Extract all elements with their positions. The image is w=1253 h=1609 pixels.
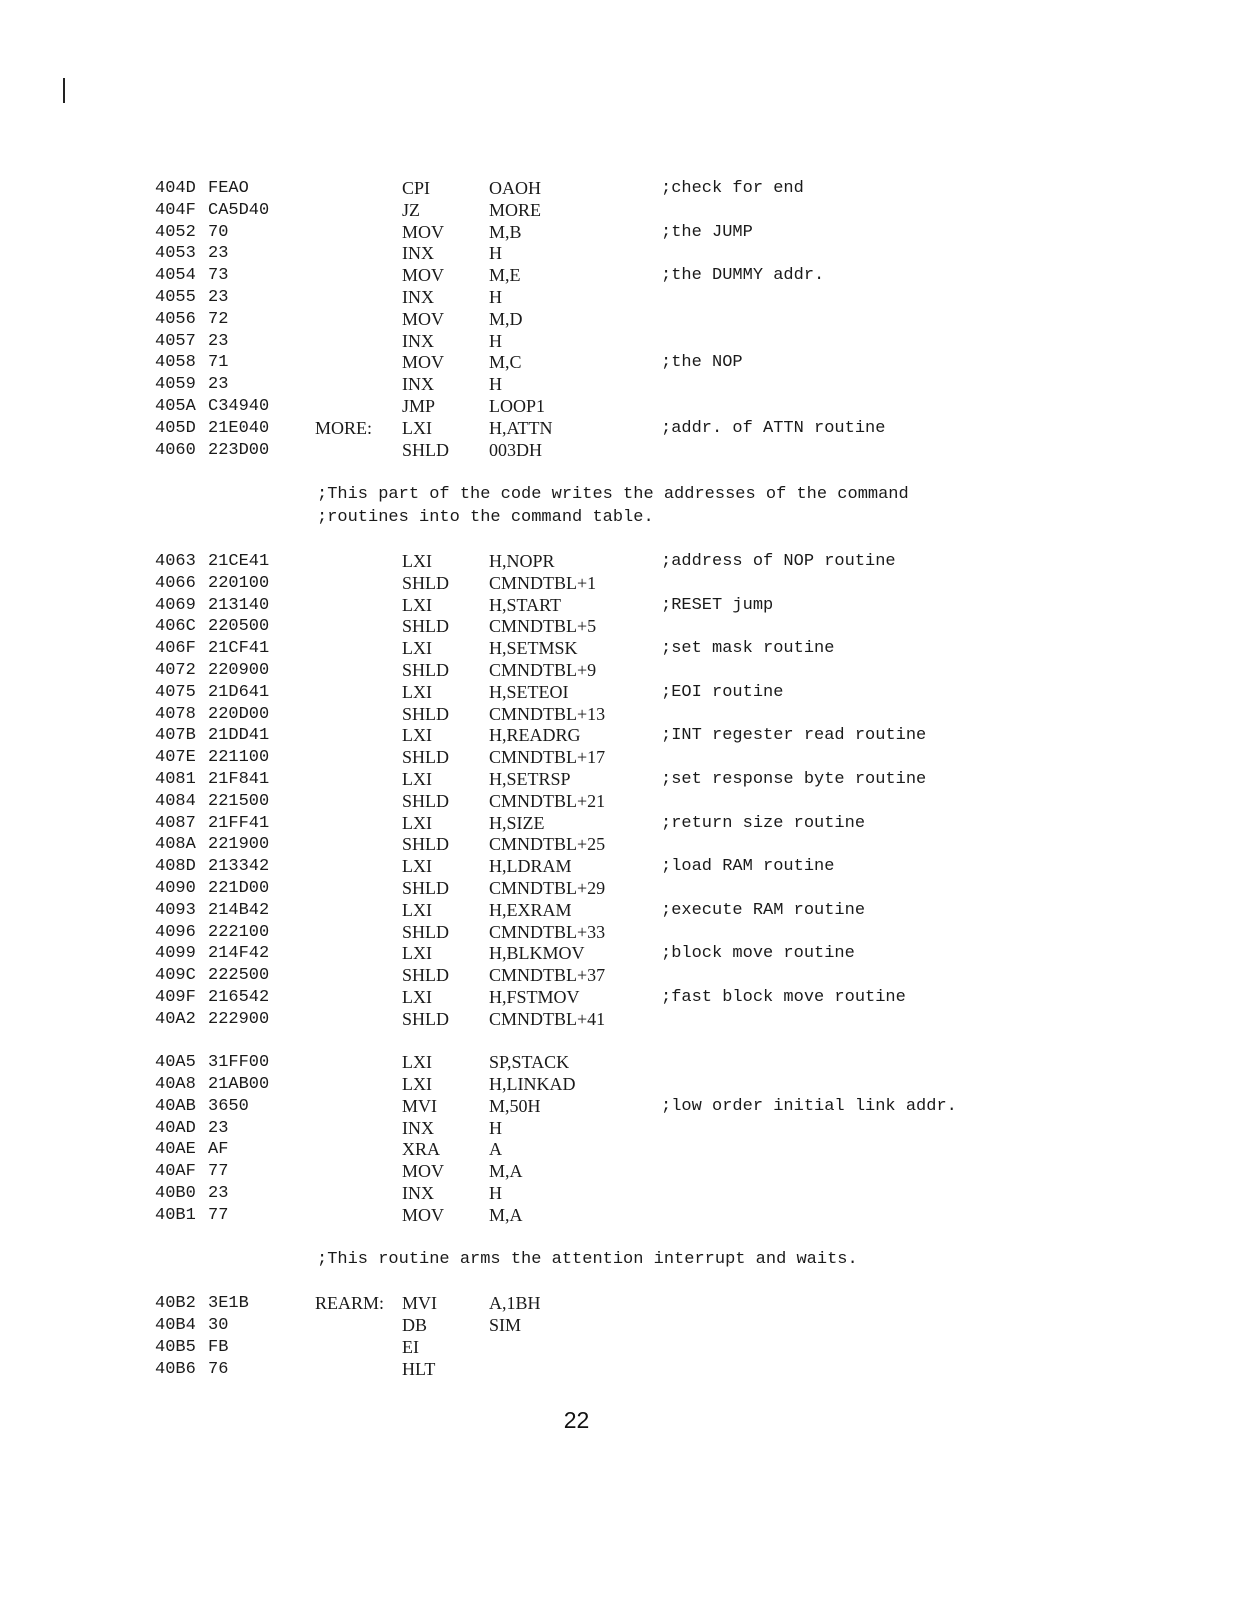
machine-code: 220500 [208,617,270,637]
operand: CMNDTBL+37 [489,965,606,986]
machine-code: 23 [208,1118,229,1138]
machine-code: 23 [208,287,229,307]
machine-code: 220900 [208,660,270,680]
machine-code: 21CF41 [208,639,270,659]
code-line [155,1096,1215,1118]
mnemonic: SHLD [402,659,450,680]
operand: A [489,1139,502,1160]
code-line [155,573,1215,595]
operand: SIM [489,1315,522,1336]
label: REARM: [315,1293,385,1314]
machine-code: 21AB00 [208,1075,270,1095]
operand: M,E [489,265,521,286]
code-line [155,813,1215,835]
comment: ;execute RAM routine [661,900,866,920]
mnemonic: MVI [402,1095,437,1116]
machine-code: 23 [208,331,229,351]
comment: ;load RAM routine [661,857,835,877]
comment: ;address of NOP routine [661,551,896,571]
address: 40AF [155,1162,196,1182]
mnemonic: LXI [402,856,432,877]
operand: H [489,286,502,307]
mnemonic: LXI [402,899,432,920]
margin-bar [63,78,65,103]
operand: H,READRG [489,725,581,746]
mnemonic: MOV [402,265,445,286]
mnemonic: LXI [402,681,432,702]
machine-code: AF [208,1140,229,1160]
mnemonic: INX [402,1183,434,1204]
mnemonic: INX [402,1117,434,1138]
code-line [155,243,1215,265]
comment: ;block move routine [661,944,855,964]
address: 408D [155,857,196,877]
address: 40A8 [155,1075,196,1095]
operand: H,SETRSP [489,768,571,789]
machine-code: 221100 [208,748,270,768]
comment: ;set response byte routine [661,769,927,789]
machine-code: 70 [208,222,229,242]
mnemonic: SHLD [402,790,450,811]
address: 4063 [155,551,196,571]
operand: H [489,1117,502,1138]
code-block-1 [155,178,1215,461]
address: 406F [155,639,196,659]
mnemonic: LXI [402,812,432,833]
operand: H,NOPR [489,550,555,571]
operand: CMNDTBL+9 [489,659,597,680]
operand: M,B [489,221,522,242]
operand: 003DH [489,439,542,460]
mnemonic: XRA [402,1139,441,1160]
operand: M,A [489,1204,523,1225]
address: 4057 [155,331,196,351]
address: 404F [155,200,196,220]
operand: H,SETEOI [489,681,569,702]
address: 40AD [155,1118,196,1138]
comment: ;INT regester read routine [661,726,927,746]
comment: ;return size routine [661,813,866,833]
operand: CMNDTBL+1 [489,572,597,593]
code-line [155,638,1215,660]
mnemonic: LXI [402,1074,432,1095]
operand: CMNDTBL+13 [489,703,606,724]
address: 407E [155,748,196,768]
machine-code: 213342 [208,857,270,877]
section-comment-2 [317,1248,1215,1271]
code-line [155,660,1215,682]
machine-code: 221D00 [208,878,270,898]
machine-code: FEAO [208,179,249,198]
address: 4072 [155,660,196,680]
code-line [155,374,1215,396]
mnemonic: CPI [402,178,431,198]
operand: H,ATTN [489,417,553,438]
mnemonic: SHLD [402,921,450,942]
code-line [155,1315,1215,1337]
operand: H,EXRAM [489,899,572,920]
comment: ;low order initial link addr. [661,1096,957,1116]
operand: CMNDTBL+41 [489,1008,606,1029]
label: MORE: [315,417,373,438]
code-line [155,331,1215,353]
comment-line: ;routines into the command table. [317,508,654,528]
address: 4060 [155,440,196,460]
mnemonic: INX [402,330,434,351]
address: 40AB [155,1096,196,1116]
code-line [155,418,1215,440]
mnemonic: LXI [402,943,432,964]
machine-code: 30 [208,1316,229,1336]
mnemonic: SHLD [402,439,450,460]
machine-code: 221900 [208,835,270,855]
machine-code: 72 [208,309,229,329]
mnemonic: SHLD [402,877,450,898]
machine-code: CA5D40 [208,200,270,220]
code-line [155,595,1215,617]
address: 4087 [155,813,196,833]
address: 4084 [155,791,196,811]
operand: M,C [489,352,522,373]
code-line [155,987,1215,1009]
machine-code: 23 [208,1184,229,1204]
code-line [155,200,1215,222]
operand: H [489,243,502,264]
mnemonic: LXI [402,417,432,438]
address: 4075 [155,682,196,702]
mnemonic: JMP [402,395,436,416]
operand: M,A [489,1161,523,1182]
machine-code: 214B42 [208,900,270,920]
mnemonic: MVI [402,1293,437,1314]
code-line [155,878,1215,900]
machine-code: 220D00 [208,704,270,724]
machine-code: 21CE41 [208,551,270,571]
code-line [155,769,1215,791]
code-line [155,287,1215,309]
code-line [155,616,1215,638]
address: 409C [155,966,196,986]
operand: H,SIZE [489,812,545,833]
comment: ;check for end [661,179,804,198]
operand: CMNDTBL+29 [489,877,606,898]
mnemonic: LXI [402,768,432,789]
code-line [155,791,1215,813]
address: 40A5 [155,1053,196,1073]
address: 40B5 [155,1337,196,1357]
code-line [155,551,1215,573]
section-comment-1 [317,483,1215,529]
comment: ;fast block move routine [661,987,906,1007]
operand: CMNDTBL+17 [489,747,606,768]
address: 4096 [155,922,196,942]
operand: H,SETMSK [489,638,578,659]
code-line [155,396,1215,418]
comment: ;the DUMMY addr. [661,266,825,286]
operand: H,FSTMOV [489,986,580,1007]
code-line [155,1074,1215,1096]
mnemonic: SHLD [402,747,450,768]
address: 40A2 [155,1009,196,1029]
address: 4093 [155,900,196,920]
code-line [155,682,1215,704]
address: 40B6 [155,1359,196,1379]
mnemonic: LXI [402,725,432,746]
code-line [155,900,1215,922]
mnemonic: INX [402,243,434,264]
address: 406C [155,617,196,637]
operand: H [489,1183,502,1204]
mnemonic: MOV [402,1204,445,1225]
machine-code: 73 [208,266,229,286]
machine-code: 213140 [208,595,270,615]
mnemonic: LXI [402,594,432,615]
mnemonic: LXI [402,986,432,1007]
mnemonic: LXI [402,638,432,659]
mnemonic: SHLD [402,834,450,855]
machine-code: 220100 [208,573,270,593]
code-line [155,922,1215,944]
machine-code: 77 [208,1162,229,1182]
address: 4053 [155,244,196,264]
code-line [155,747,1215,769]
machine-code: C34940 [208,396,270,416]
mnemonic: MOV [402,352,445,373]
address: 40B0 [155,1184,196,1204]
code-line [155,1118,1215,1140]
machine-code: 221500 [208,791,270,811]
code-line [155,1183,1215,1205]
operand: LOOP1 [489,395,546,416]
address: 4055 [155,287,196,307]
operand: M,50H [489,1095,541,1116]
operand: H,START [489,594,561,615]
operand: H,LDRAM [489,856,572,877]
operand: SP,STACK [489,1052,570,1073]
address: 4056 [155,309,196,329]
machine-code: 3650 [208,1096,249,1116]
code-line [155,1205,1215,1227]
mnemonic: JZ [402,199,420,220]
code-line [155,834,1215,856]
address: 405A [155,396,196,416]
machine-code: 21FF41 [208,813,270,833]
machine-code: 21E040 [208,418,270,438]
address: 40B2 [155,1294,196,1314]
code-line [155,965,1215,987]
comment: ;addr. of ATTN routine [661,418,886,438]
address: 4059 [155,375,196,395]
machine-code: 21DD41 [208,726,270,746]
code-line [155,704,1215,726]
address: 404D [155,179,196,198]
operand: A,1BH [489,1293,541,1314]
comment-line: ;This part of the code writes the addresses of the command [317,485,909,505]
operand: M,D [489,308,523,329]
machine-code: 216542 [208,987,270,1007]
comment: ;RESET jump [661,595,774,615]
operand: MORE [489,199,542,220]
code-block-4 [155,1293,1215,1380]
address: 4099 [155,944,196,964]
assembly-listing [155,178,1215,1380]
code-line [155,222,1215,244]
machine-code: 222500 [208,966,270,986]
address: 40B4 [155,1316,196,1336]
code-line [155,1161,1215,1183]
code-line [155,352,1215,374]
mnemonic: HLT [402,1358,436,1379]
machine-code: 31FF00 [208,1053,270,1073]
code-line [155,1009,1215,1031]
mnemonic: EI [402,1336,419,1357]
code-line [155,1359,1215,1381]
mnemonic: SHLD [402,703,450,724]
code-line [155,1139,1215,1161]
address: 4081 [155,769,196,789]
address: 4054 [155,266,196,286]
operand: CMNDTBL+5 [489,616,597,637]
machine-code: 21F841 [208,769,270,789]
address: 4066 [155,573,196,593]
code-line [155,1337,1215,1359]
address: 40B1 [155,1205,196,1225]
code-line [155,943,1215,965]
mnemonic: INX [402,374,434,395]
operand: H,BLKMOV [489,943,585,964]
address: 409F [155,987,196,1007]
address: 407B [155,726,196,746]
mnemonic: MOV [402,221,445,242]
mnemonic: SHLD [402,616,450,637]
comment: ;EOI routine [661,682,784,702]
address: 4069 [155,595,196,615]
address: 405D [155,418,196,438]
comment-line: ;This routine arms the attention interrupt and waits. [317,1250,858,1270]
code-line [155,440,1215,462]
address: 408A [155,835,196,855]
machine-code: FB [208,1337,229,1357]
comment: ;the JUMP [661,222,753,242]
machine-code: 3E1B [208,1294,249,1314]
code-line [155,309,1215,331]
mnemonic: SHLD [402,1008,450,1029]
code-block-2 [155,551,1215,1031]
address: 40AE [155,1140,196,1160]
mnemonic: SHLD [402,965,450,986]
code-block-3 [155,1052,1215,1226]
machine-code: 77 [208,1205,229,1225]
operand: H [489,330,502,351]
machine-code: 214F42 [208,944,270,964]
machine-code: 23 [208,375,229,395]
operand: H,LINKAD [489,1074,576,1095]
mnemonic: MOV [402,1161,445,1182]
operand: OAOH [489,178,541,198]
machine-code: 222100 [208,922,270,942]
mnemonic: DB [402,1315,428,1336]
comment: ;set mask routine [661,639,835,659]
operand: H [489,374,502,395]
code-line [155,1293,1215,1315]
machine-code: 223D00 [208,440,270,460]
comment: ;the NOP [661,353,743,373]
machine-code: 71 [208,353,229,373]
mnemonic: LXI [402,550,432,571]
mnemonic: LXI [402,1052,432,1073]
machine-code: 21D641 [208,682,270,702]
operand: CMNDTBL+21 [489,790,606,811]
code-line [155,856,1215,878]
address: 4078 [155,704,196,724]
address: 4090 [155,878,196,898]
page-number: 22 [563,1407,590,1433]
machine-code: 23 [208,244,229,264]
mnemonic: MOV [402,308,445,329]
mnemonic: SHLD [402,572,450,593]
mnemonic: INX [402,286,434,307]
code-line [155,178,1215,200]
operand: CMNDTBL+25 [489,834,606,855]
code-line [155,725,1215,747]
code-line [155,265,1215,287]
address: 4052 [155,222,196,242]
address: 4058 [155,353,196,373]
machine-code: 76 [208,1359,229,1379]
machine-code: 222900 [208,1009,270,1029]
operand: CMNDTBL+33 [489,921,606,942]
code-line [155,1052,1215,1074]
